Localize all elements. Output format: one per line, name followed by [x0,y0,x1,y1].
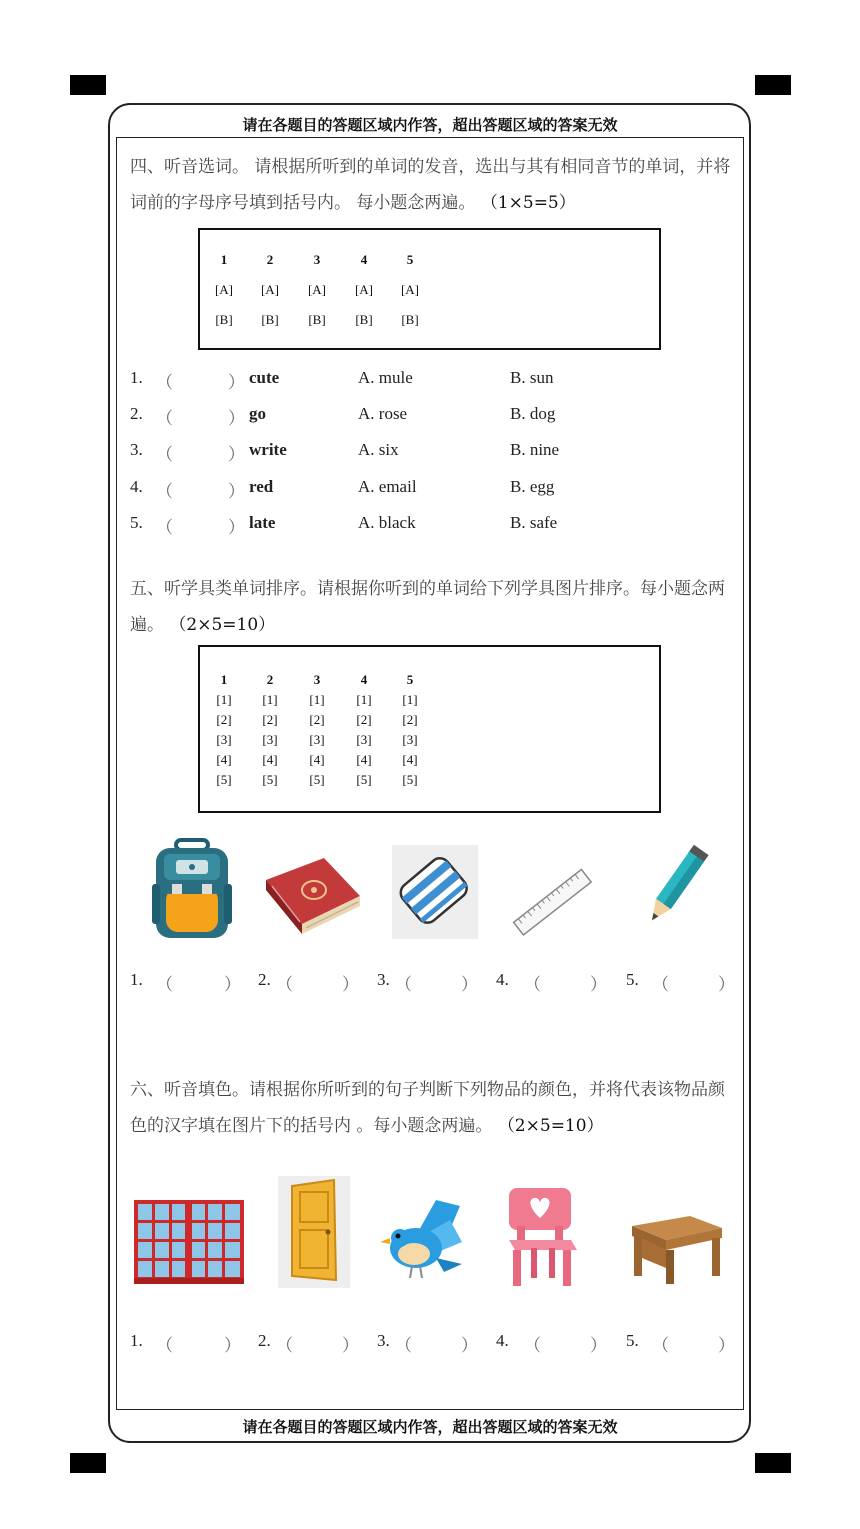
grid-number: 1 [220,252,228,267]
option-a: A. six [358,440,399,459]
desk-icon [630,1210,724,1286]
paren-close: ） [342,975,359,994]
answer-blank[interactable] [180,970,224,992]
grid-number: 5 [406,252,414,267]
option-b: B. nine [510,440,560,459]
grid-option[interactable]: [2] [216,712,232,727]
target-word: cute [249,368,280,387]
eraser-icon [392,845,478,939]
blank-number: 5. [626,970,639,989]
grid-option[interactable]: [4] [262,752,278,767]
blank-number: 2. [258,1331,271,1350]
section5-instruction [130,571,735,643]
section4-instruction [130,149,735,221]
grid-option[interactable]: [3] [356,732,372,747]
paren-close: ） [224,1336,241,1355]
section5-instruction-text: 五、听学具类单词排序。请根据你听到的单词给下列学具图片排序。每小题念两遍。 [130,579,725,635]
grid-option-a[interactable]: [A] [400,282,420,297]
chair-icon [503,1186,579,1290]
grid-option[interactable]: [4] [402,752,418,767]
answer-blank[interactable] [548,1331,592,1353]
grid-option[interactable]: [4] [309,752,325,767]
answer-blank[interactable] [180,1331,224,1353]
blank-number: 4. [496,1331,509,1350]
option-a: A. mule [358,368,413,387]
paren-close: ） [590,1336,607,1355]
answer-blank[interactable] [676,1331,720,1353]
grid-option[interactable]: [4] [356,752,372,767]
grid-number: 3 [313,252,321,267]
grid-option[interactable]: [4] [216,752,232,767]
grid-number: 1 [220,672,228,687]
door-icon [278,1176,350,1288]
paren-open: （ [156,409,173,428]
paren-open: （ [395,975,412,994]
schoolbag-icon [150,838,234,942]
registration-mark-bottom-left [70,1453,106,1473]
banner-top: 请在各题目的答题区域内作答，超出答题区域的答案无效 [242,116,618,134]
section6-answer-row [130,1331,735,1355]
blank-number: 4. [496,970,509,989]
grid-option-a[interactable]: [A] [260,282,280,297]
grid-option-b[interactable]: [B] [261,312,279,327]
option-b: B. sun [510,368,554,387]
grid-option[interactable]: [3] [262,732,278,747]
grid-option[interactable]: [1] [356,692,372,707]
grid-number: 2 [266,252,274,267]
bird-icon [378,1198,466,1286]
blank-number: 5. [626,1331,639,1350]
answer-blank[interactable] [419,970,463,992]
grid-option[interactable]: [5] [216,772,232,787]
option-a: A. black [358,513,416,532]
paren-close: ） [342,1336,359,1355]
grid-number: 3 [313,672,321,687]
grid-option[interactable]: [5] [356,772,372,787]
blank-number: 3. [377,970,390,989]
question-number: 3. [130,440,143,459]
paren-open: （ [652,1336,669,1355]
paren-open: （ [156,373,173,392]
section6-instruction-text: 六、听音填色。请根据你所听到的句子判断下列物品的颜色，并将代表该物品颜色的汉字填在图片下的括号内 。每小题念两遍。 [130,1080,725,1136]
registration-mark-top-right [755,75,791,95]
section6-instruction [130,1072,735,1144]
grid-option[interactable]: [1] [262,692,278,707]
registration-mark-top-left [70,75,106,95]
grid-option[interactable]: [3] [309,732,325,747]
grid-option[interactable]: [2] [262,712,278,727]
answer-blank[interactable] [419,1331,463,1353]
window-icon [134,1200,244,1284]
paren-open: （ [524,1336,541,1355]
paren-close: ） [590,975,607,994]
banner-bottom: 请在各题目的答题区域内作答，超出答题区域的答案无效 [242,1418,618,1436]
grid-option[interactable]: [2] [402,712,418,727]
option-b: B. safe [510,513,558,532]
paren-open: （ [276,1336,293,1355]
section5-answer-grid [198,645,661,813]
grid-option-b[interactable]: [B] [401,312,419,327]
registration-mark-bottom-right [755,1453,791,1473]
paren-open: （ [156,518,173,537]
paren-close: ） [224,975,241,994]
paren-close: ） [461,1336,478,1355]
paren-close: ） [228,482,245,501]
paren-open: （ [156,445,173,464]
paren-open: （ [524,975,541,994]
section6-score: （2×5=10） [497,1116,604,1136]
paren-close: ） [461,975,478,994]
book-icon [262,850,362,936]
answer-blank[interactable] [300,1331,344,1353]
grid-number: 4 [360,672,368,687]
paren-open: （ [652,975,669,994]
section5-answer-row [130,970,735,994]
paren-close: ） [228,373,245,392]
section4-score: （1×5=5） [480,193,576,213]
option-b: B. egg [510,477,555,496]
grid-option[interactable]: [1] [216,692,232,707]
grid-option-b[interactable]: [B] [215,312,233,327]
answer-blank[interactable] [548,970,592,992]
grid-option-a[interactable]: [A] [354,282,374,297]
question-number: 4. [130,477,143,496]
answer-blank[interactable] [676,970,720,992]
answer-blank[interactable] [300,970,344,992]
section4-instruction-text: 四、听音选词。 请根据所听到的单词的发音，选出与其有相同音节的单词，并将词前的字母序号填到括号内。 每小题念两遍。 [130,157,731,213]
grid-option-a[interactable]: [A] [214,282,234,297]
blank-number: 1. [130,1331,143,1350]
grid-option[interactable]: [5] [309,772,325,787]
option-b: B. dog [510,404,556,423]
option-a: A. rose [358,404,408,423]
paren-open: （ [395,1336,412,1355]
grid-option[interactable]: [2] [356,712,372,727]
section4-answer-grid [198,228,661,350]
grid-option-b[interactable]: [B] [308,312,326,327]
grid-option-a[interactable]: [A] [307,282,327,297]
grid-option[interactable]: [1] [309,692,325,707]
question-number: 1. [130,368,143,387]
paren-close: ） [718,975,735,994]
target-word: go [249,404,266,423]
grid-number: 2 [266,672,274,687]
paren-close: ） [718,1336,735,1355]
target-word: late [249,513,276,532]
grid-option[interactable]: [1] [402,692,418,707]
target-word: write [249,440,287,459]
question-number: 5. [130,513,143,532]
paren-close: ） [228,518,245,537]
paren-close: ） [228,409,245,428]
paren-open: （ [156,975,173,994]
grid-number: 4 [360,252,368,267]
section5-score: （2×5=10） [169,615,276,635]
paren-open: （ [156,482,173,501]
grid-option[interactable]: [5] [402,772,418,787]
grid-option[interactable]: [3] [402,732,418,747]
paren-close: ） [228,445,245,464]
blank-number: 3. [377,1331,390,1350]
target-word: red [249,477,274,496]
ruler-icon [508,862,598,944]
pencil-icon [640,836,712,936]
blank-number: 1. [130,970,143,989]
grid-option[interactable]: [3] [216,732,232,747]
grid-option[interactable]: [5] [262,772,278,787]
blank-number: 2. [258,970,271,989]
option-a: A. email [358,477,417,496]
question-number: 2. [130,404,143,423]
paren-open: （ [156,1336,173,1355]
grid-number: 5 [406,672,414,687]
paren-open: （ [276,975,293,994]
grid-option-b[interactable]: [B] [355,312,373,327]
grid-option[interactable]: [2] [309,712,325,727]
